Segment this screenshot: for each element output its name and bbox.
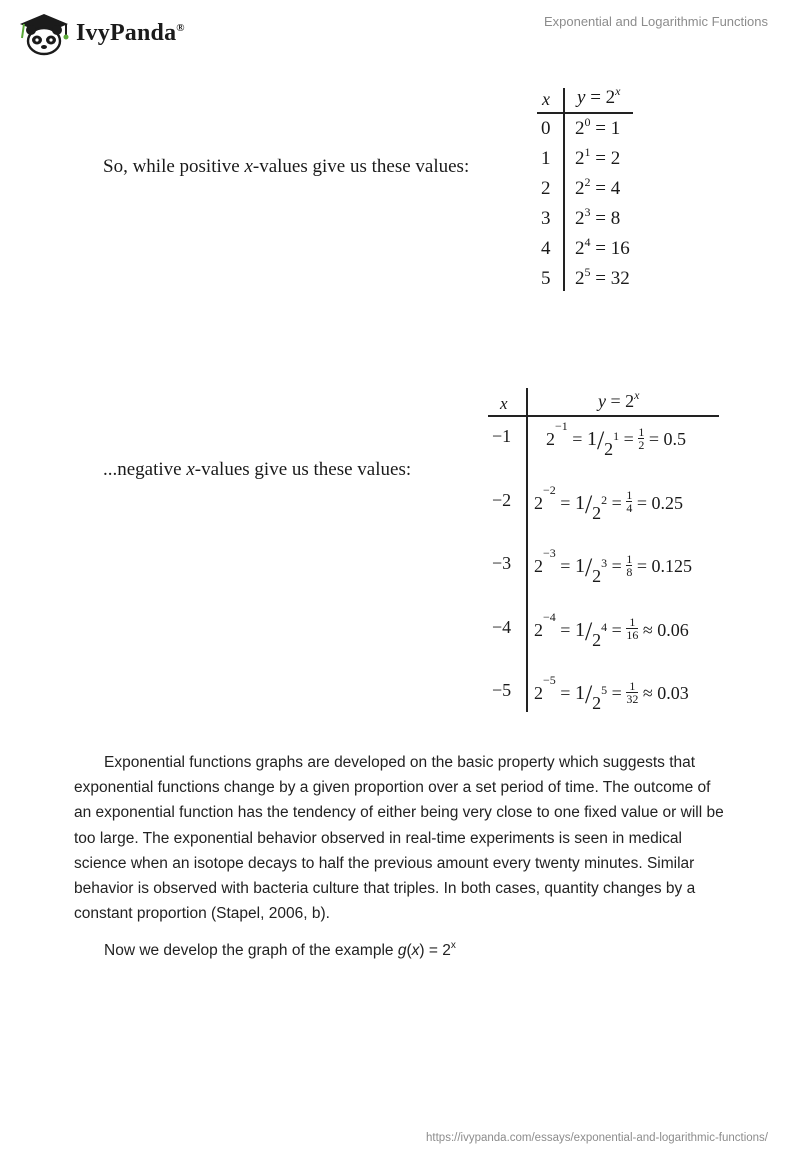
cell-x: −2: [492, 489, 512, 510]
table-divider-horizontal: [488, 415, 719, 417]
cell-x: 1: [541, 148, 551, 169]
table-row: [488, 482, 728, 522]
table-divider-horizontal: [537, 112, 633, 114]
column-header-y: $y = 2^x$: [598, 388, 640, 411]
logo-text: IvyPanda®: [76, 19, 185, 46]
footer-url[interactable]: https://ivypanda.com/essays/exponential-and-logarithmic-functions/: [426, 1132, 768, 1144]
cell-y: $2^{-1} = 1/2^1 = 1$ 2 = 0.5: [546, 419, 686, 459]
cell-x: 2: [541, 178, 551, 199]
column-header-x: x: [500, 394, 508, 413]
cell-x: −4: [492, 616, 512, 637]
cell-x: 4: [541, 238, 551, 259]
cell-y: $2^{-2} = 1/2^2 = 1$ 4 = 0.25: [534, 482, 683, 523]
cell-x: 5: [541, 268, 551, 289]
table-row: [537, 205, 637, 236]
column-header-x: x: [542, 89, 550, 109]
intro-negative: ...negative x-values give us these values:: [103, 459, 412, 480]
column-header-y: $y = 2^x$: [577, 84, 621, 108]
cell-y: $2^5 = 32$: [575, 265, 630, 289]
cell-x: −1: [492, 426, 512, 446]
cell-y: $2^4 = 16$: [575, 235, 630, 259]
table-row: [537, 145, 637, 176]
table-row: [537, 175, 637, 206]
cell-y: $2^2 = 4$: [575, 175, 621, 199]
cell-x: 0: [541, 118, 551, 139]
table-row: [488, 672, 728, 712]
cell-y: $2^{-3} = 1/2^3 = 1$ 8 = 0.125: [534, 546, 692, 586]
cell-y: $2^{-4} = 1/2^4 = 1$ 16 ≈ 0.06: [534, 609, 689, 650]
document-title: Exponential and Logarithmic Functions: [543, 14, 768, 29]
cell-x: −5: [492, 680, 512, 700]
panda-logo-icon: [14, 10, 72, 56]
cell-y: $2^0 = 1$: [575, 115, 621, 139]
cell-y: $2^1 = 2$: [575, 145, 621, 169]
table-row: [537, 115, 637, 146]
table-row: [488, 418, 728, 458]
table-row: [537, 265, 637, 296]
body-paragraph: Exponential functions graphs are developed on the basic property which suggests that exponential functions change by a given proportion over a set period of time. The outcome of an exponential function has the tendency of either being very close to one fixed value or will be too large. The exponential behavior observed in real-time experiments is seen in medical science when an isotope decays to half the previous amount every twenty minutes. Similar behavior is observed with bacteria culture that triples. In both cases, quantity changes by a constant proportion (Stapel, 2006, b).: [74, 754, 724, 923]
negative-values-table: [488, 388, 728, 713]
table-row: [537, 235, 637, 266]
positive-values-table: [537, 86, 637, 296]
graph-intro: Now we develop the graph of the example $g(x) = 2^x$: [104, 940, 456, 959]
table-row: [488, 545, 728, 585]
table-row: [488, 609, 728, 649]
cell-y: $2^3 = 8$: [575, 205, 621, 229]
intro-positive: So, while positive x-values give us these values:: [103, 156, 470, 177]
logo[interactable]: [14, 10, 214, 56]
cell-x: 3: [541, 208, 551, 229]
cell-x: −3: [492, 553, 512, 573]
cell-y: $2^{-5} = 1/2^5 = 1$ 32 ≈ 0.03: [534, 673, 689, 713]
